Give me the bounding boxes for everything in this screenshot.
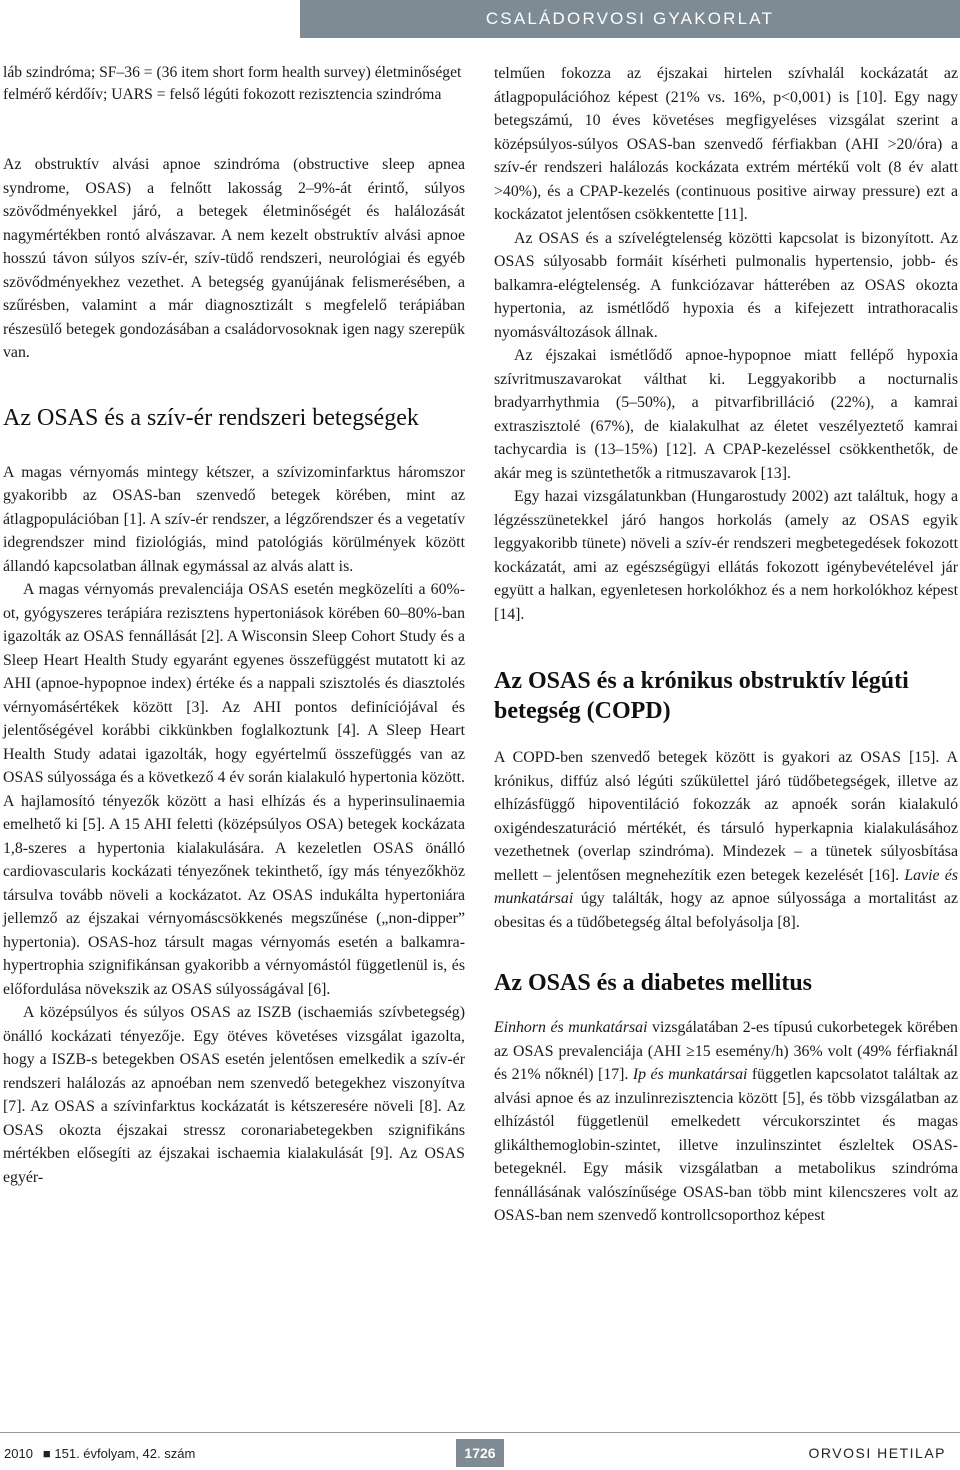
- body-paragraph: Egy hazai vizsgálatunkban (Hungarostudy 2002) azt találtuk, hogy a légzésszünetekkel járó hangos horkolás (amely az OSAS egyik leggyakoribb tünete) növeli a szív-ér rendszeri megbetegedések fokozott kockázatát, ami az egészségügyi ellátás fokozott igénybevételével jár együtt a halkan, egyenletesen horkolókhoz és a nem horkolókhoz képest [14].: [494, 488, 958, 623]
- intro-paragraph: Az obstruktív alvási apnoe szindróma (obstructive sleep apnea syndrome, OSAS) a felnőtt lakosság 2–9%-át érintő, súlyos szövődményekkel járó, a betegek életminőségét és halálozását nagymértékben rontó alvászavar. A nem kezelt obstruktív alvási apnoe hosszú távon súlyos szív-ér, szív-tüdő rendszeri, neurológiai és egyéb szövődményekhez vezethet. A betegség gyanújának felismerésében, a szűrésben, valamint a már diagnosztizált s megfelelő terápiában részesülő betegek gondozásában a családorvosoknak igen nagy szerepük van.: [3, 156, 465, 361]
- body-paragraph: A középsúlyos és súlyos OSAS az ISZB (ischaemiás szívbetegség) önálló kockázati tényezője. Egy ötéves követéses vizsgálat igazolta, hogy a ISZB-s betegekben OSAS esetén jelentősen emelkedik a szív-ér rendszeri halálozás az apnoéban nem szenvedő betegekhez viszonyítva [7]. Az OSAS a szívinfarktus kockázatát is kétszeresére növeli [8]. Az OSAS okozta éjszakai stressz coronariabetegekben szignifikáns mértékben elősegíti az éjszakai ischaemia kialakulását [9]. Az OSAS egyér-: [3, 1004, 465, 1186]
- abbreviation-text: láb szindróma; SF–36 = (36 item short form health survey) életminőséget felmérő kérdőív; UARS = felső légúti fokozott rezisztencia szindróma: [3, 64, 462, 103]
- section-heading-diabetes: Az OSAS és a diabetes mellitus: [494, 970, 812, 996]
- running-header: CSALÁDORVOSI GYAKORLAT: [300, 0, 960, 38]
- body-paragraph: A magas vérnyomás prevalenciája OSAS esetén megközelíti a 60%-ot, gyógyszeres terápiára rezisztens hypertoniások körében 60–80%-ban igazolták az OSAS fennállását [2]. A Wisconsin Sleep Cohort Study és a Sleep Heart Health Study egyaránt egyenes összefüggést mutatott ki az AHI (apnoe-hypopnoe index) értéke és a nappali szisztolés és diasztolés vérnyomásértékek között [3]. Az AHI pontos definíciójával és jelentőségével korábbi cikkünkben foglalkoztunk [4]. A Sleep Heart Health Study adatai igazolták, hogy egyértelmű összefüggés van az OSAS súlyossága és a következő 4 év során kialakuló hypertonia között. A hajlamosító tényezők között a hasi elhízás és a hyperinsulinaemia emelhető ki [5]. A 15 AHI feletti (középsúlyos OSA) betegek kockázata 1,8-szeres a hypertonia kialakulására. A kezeletlen OSAS önálló cardiovascularis kockázati tényezőnek tekinthető, így más tényezőkhöz társulva tovább növeli a kockázatot. Az OSAS indukálta hypertoniára jellemző az éjszakai vérnyomáscsökkenés megszűnése („non-dipper” hypertonia). OSAS-hoz társult magas vérnyomás esetén a balkamra-hypertrophia szignifikánsan gyakoribb a vérnyomástól függetlenül is, és előfordulása növekszik az OSAS súlyosságával [6].: [3, 581, 465, 998]
- issue-info: [4, 1446, 195, 1461]
- body-paragraph: A magas vérnyomás mintegy kétszer, a szívizominfarktus háromszor gyakoribb az OSAS-ban szenvedő betegek körében, mint az átlagpopulációban [1]. A szív-ér rendszer, a légzőrendszer és a vegetatív idegrendszer mind fiziológiás, mind patológiás körülmények között állandó kapcsolatban állnak egymással az alvás alatt is.: [3, 463, 465, 575]
- footer-issue: ■ 151. évfolyam, 42. szám: [42, 1446, 196, 1461]
- text-run: vizsgálatában 2-es típusú cukorbetegek körében az OSAS prevalenciája (AHI ≥15 esemény/h) 36% volt (49% férfiaknál és 21% nőknél) [17].: [494, 1019, 958, 1083]
- body-paragraph: telműen fokozza az éjszakai hirtelen szívhalál kockázatát az átlagpopulációhoz képest (21% vs. 16%, p<0,001) is [10]. Egy nagy betegszámú, 10 éves követéses megfigyeléses vizsgálat szerint a középsúlyos-súlyos OSAS-ban szenvedő férfiakban (AHI >20/óra) a szív-ér rendszeri halálozás kockázata extrém mértékű volt (8 év alatt >40%), és a CPAP-kezelés (continuous positive airway pressure) ezt a kockázatot jelentősen csökkentette [11].: [494, 65, 958, 223]
- footer-year: 2010: [4, 1446, 33, 1461]
- section-heading-cardiovascular: Az OSAS és a szív-ér rendszeri betegségek: [3, 404, 419, 431]
- body-paragraph: Az OSAS és a szívelégtelenség közötti kapcsolat is bizonyított. Az OSAS súlyosabb formáit kísérheti pulmonalis hypertensio, jobb- és balkamra-elégtelenség. A funkciózavar hátterében az OSAS okozta hypertonia, az ismétlődő hypoxia és a kifejezett intrathoracalis nyomásváltozások állnak.: [494, 229, 958, 341]
- page-number: 1726: [456, 1439, 504, 1467]
- abbreviation-list: [3, 62, 465, 105]
- text-run: független kapcsolatot találtak az alvási apnoe és az inzulinrezisztencia között [5], és több vizsgálatban az elhízástól függetlenül emelkedett vércukorszintet és magas glikálthemoglobin-szintet, illetve inzulinszintet észleltek OSAS-betegeknél. Egy másik vizsgálatban a metabolikus szindróma fennállásának valószínűsége OSAS-ban több mint kilencszeres volt az OSAS-ban nem szenvedő kontrollcsoporthoz képest: [494, 1066, 958, 1224]
- section-heading-copd: Az OSAS és a krónikus obstruktív légúti betegség (COPD): [494, 668, 909, 724]
- italic-author-ref: Einhorn és munkatársai: [494, 1019, 648, 1036]
- left-column: [3, 62, 465, 1189]
- body-paragraph: [494, 1016, 958, 1228]
- text-run: úgy találták, hogy az apnoe súlyossága a mortalitást az obesitas és a tüdőbetegség által befolyásolja [8].: [494, 890, 958, 931]
- page-footer: [0, 1432, 960, 1470]
- body-paragraph: [494, 746, 958, 934]
- italic-author-ref: Lavie és munkatársai: [494, 866, 958, 907]
- italic-author-ref: Ip és munkatársai: [632, 1066, 748, 1083]
- body-paragraph: Az éjszakai ismétlődő apnoe-hypopnoe miatt fellépő hypoxia szívritmuszavarokat válthat ki. Leggyakoribb a nocturnalis bradyarrhythmia (5–50%), a pitvarfibrilláció (22%), a kamrai extraszisztolé (67%), de kialakulhat az életet veszélyeztető kamrai tachycardia is (13–15%) [12]. A CPAP-kezeléssel csökkenthetők, de akár meg is szüntethetők a ritmuszavarok [13].: [494, 347, 958, 482]
- right-column: [494, 62, 958, 1228]
- text-run: A COPD-ben szenvedő betegek között is gyakori az OSAS [15]. A krónikus, diffúz alsó légúti szűkülettel járó tüdőbetegségek, illetve az elhízásfüggő hipoventiláció fokozzák az apnoék során kialakuló oxigéndeszaturáció mértékét, és társuló hyperkapnia kialakulásához vezethetnek (overlap szindróma). Mindezek – a tünetek súlyosbítása mellett – jelentősen megnehezítik ezen betegek kezelését [16].: [494, 749, 958, 884]
- footer-divider: [0, 1432, 960, 1433]
- journal-name: ORVOSI HETILAP: [808, 1445, 946, 1461]
